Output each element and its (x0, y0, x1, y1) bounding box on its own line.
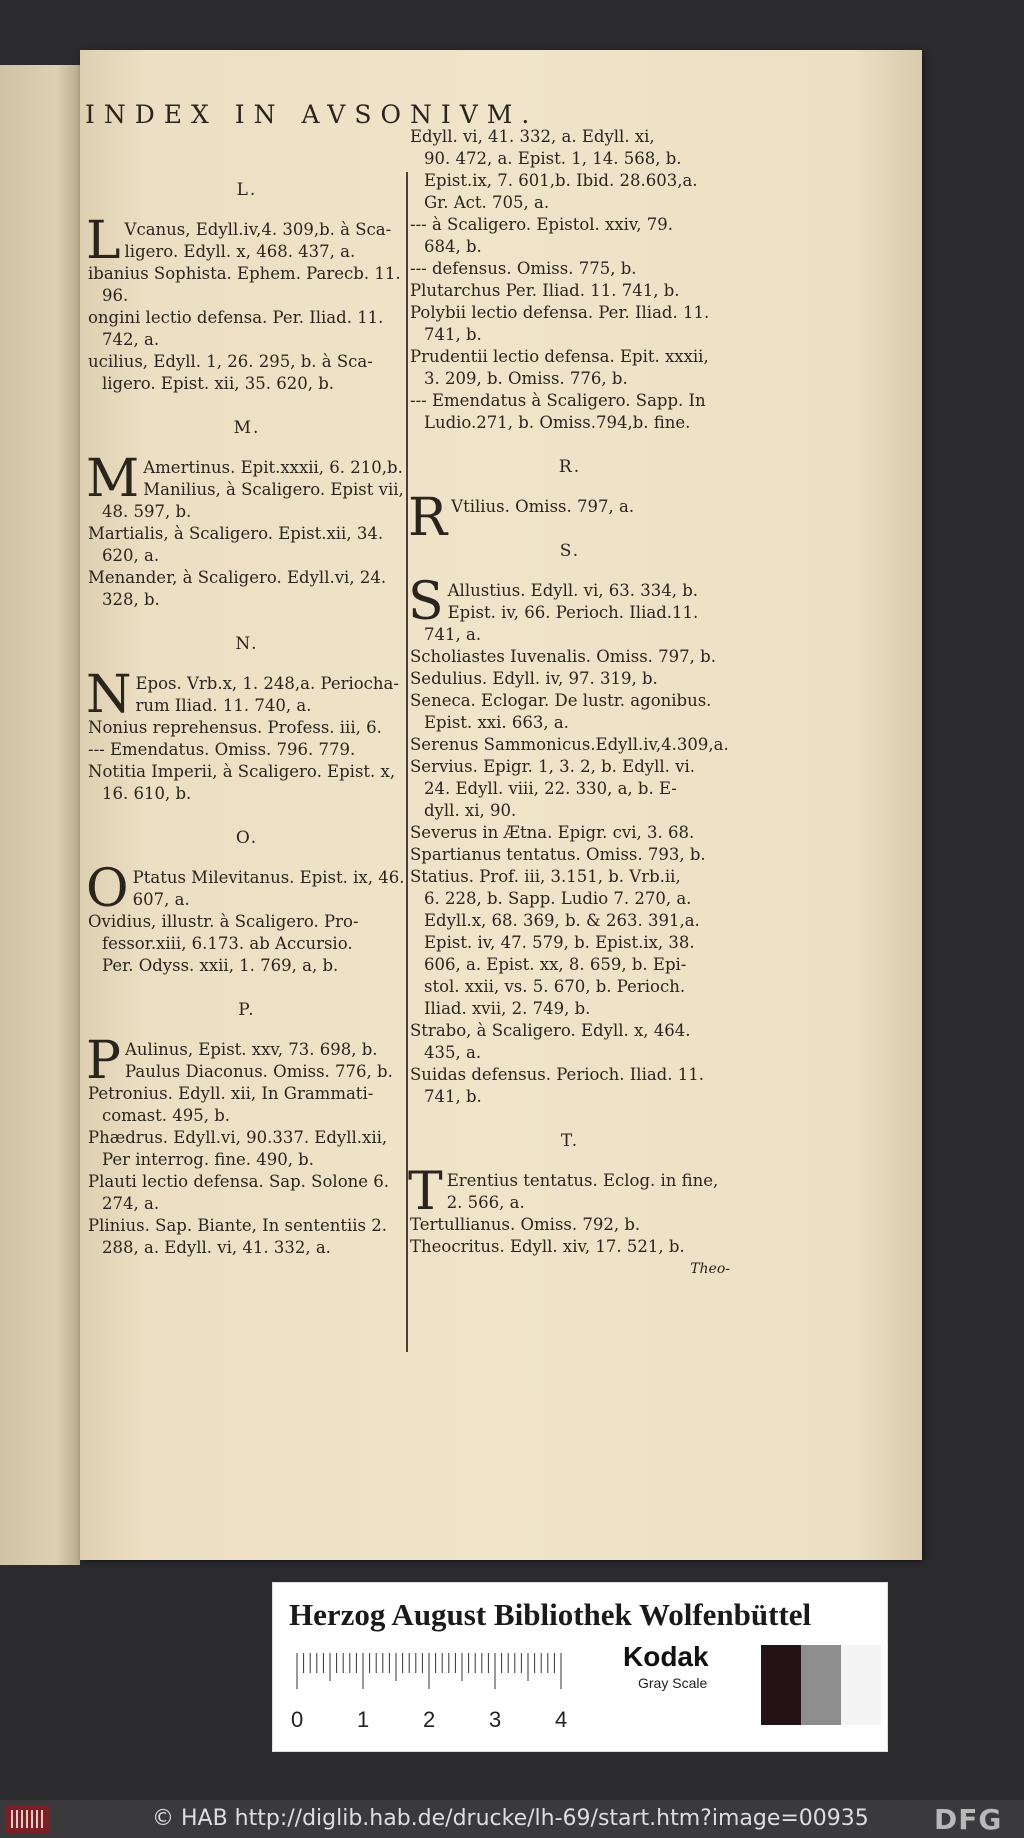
index-entry (410, 346, 730, 390)
entry-line: Suidas defensus. Perioch. Iliad. 11. (410, 1065, 704, 1084)
index-entry (88, 523, 406, 567)
index-entry (410, 734, 730, 756)
index-entry (88, 307, 406, 351)
letter-heading: T. (560, 1131, 580, 1151)
index-entry (410, 390, 730, 434)
entry-line: 328, b. (102, 590, 160, 609)
gray-scale-label: Gray Scale (638, 1675, 708, 1691)
entry-line: 741, b. (424, 325, 482, 344)
entry-line: 741, b. (424, 1087, 482, 1106)
ruler-number: 0 (291, 1707, 304, 1732)
entry-line: Martialis, à Scaligero. Epist.xii, 34. (88, 524, 384, 543)
entry-line: 90. 472, a. Epist. 1, 14. 568, b. (424, 149, 682, 168)
swatch-white (841, 1645, 881, 1725)
index-entry (88, 1083, 406, 1127)
entry-line: --- à Scaligero. Epistol. xxiv, 79. (410, 215, 674, 234)
entry-line: ibanius Sophista. Ephem. Parecb. 11. (88, 264, 401, 283)
entry-line: Theocritus. Edyll. xiv, 17. 521, b. (410, 1237, 685, 1256)
entry-line: fessor.xiii, 6.173. ab Accursio. (102, 934, 353, 953)
entry-line: Sedulius. Edyll. iv, 97. 319, b. (410, 669, 658, 688)
entry-line: Paulus Diaconus. Omiss. 776, b. (125, 1062, 393, 1081)
letter-heading: M. (233, 418, 261, 438)
ruler-number: 2 (423, 1707, 436, 1732)
index-entry (410, 822, 730, 844)
entry-line: Prudentii lectio defensa. Epit. xxxii, (410, 347, 709, 366)
drop-capital: S (408, 572, 444, 632)
index-entry (86, 211, 406, 271)
entry-line: Gr. Act. 705, a. (424, 193, 550, 212)
entry-line: rum Iliad. 11. 740, a. (135, 696, 312, 715)
entry-line: ucilius, Edyll. 1, 26. 295, b. à Sca- (88, 352, 373, 371)
index-entry (408, 1162, 730, 1222)
ruler-number: 4 (555, 1707, 568, 1732)
entry-line: 288, a. Edyll. vi, 41. 332, a. (102, 1238, 331, 1257)
ruler-number: 1 (357, 1707, 370, 1732)
entry-line: Menander, à Scaligero. Edyll.vi, 24. (88, 568, 387, 587)
index-entry (86, 665, 406, 725)
entry-line: 24. Edyll. viii, 22. 330, a, b. E- (424, 779, 677, 798)
entry-line: Plinius. Sap. Biante, In sententiis 2. (88, 1216, 387, 1235)
index-entry (88, 761, 406, 805)
entry-line: Petronius. Edyll. xii, In Grammati- (88, 1084, 374, 1103)
index-entry (410, 866, 730, 1020)
entry-line: Allustius. Edyll. vi, 63. 334, b. (447, 581, 699, 600)
drop-capital: M (86, 449, 140, 509)
entry-line: --- defensus. Omiss. 775, b. (410, 259, 637, 278)
drop-capital: T (408, 1162, 443, 1222)
entry-line: Scholiastes Iuvenalis. Omiss. 797, b. (410, 647, 716, 666)
entry-line: Per. Odyss. xxii, 1. 769, a, b. (102, 956, 339, 975)
index-entry (410, 1020, 730, 1064)
letter-heading: O. (235, 828, 259, 848)
entry-line: Phædrus. Edyll.vi, 90.337. Edyll.xii, (88, 1128, 388, 1147)
entry-line: Tertullianus. Omiss. 792, b. (410, 1215, 641, 1234)
letter-heading: R. (558, 457, 582, 477)
entry-line: Plauti lectio defensa. Sap. Solone 6. (88, 1172, 390, 1191)
entry-line: 742, a. (102, 330, 160, 349)
entry-line: Iliad. xvii, 2. 749, b. (424, 999, 591, 1018)
entry-line: Epos. Vrb.x, 1. 248,a. Periocha- (135, 674, 399, 693)
entry-line: Epist. iv, 66. Perioch. Iliad.11. (447, 603, 699, 622)
index-entry (408, 488, 730, 548)
entry-line: 435, a. (424, 1043, 482, 1062)
entry-line: Severus in Ætna. Epigr. cvi, 3. 68. (410, 823, 695, 842)
entry-line: Plutarchus Per. Iliad. 11. 741, b. (410, 281, 680, 300)
entry-line: Epist. iv, 47. 579, b. Epist.ix, 38. (424, 933, 695, 952)
entry-line: 274, a. (102, 1194, 160, 1213)
entry-line: comast. 495, b. (102, 1106, 231, 1125)
entry-line: 606, a. Epist. xx, 8. 659, b. Epi- (424, 955, 687, 974)
index-entry (88, 911, 406, 977)
letter-heading: N. (235, 634, 259, 654)
index-entry (410, 844, 730, 866)
entry-line: dyll. xi, 90. (424, 801, 517, 820)
entry-line: ongini lectio defensa. Per. Iliad. 11. (88, 308, 384, 327)
entry-line: Servius. Epigr. 1, 3. 2, b. Edyll. vi. (410, 757, 695, 776)
ruler-number: 3 (489, 1707, 502, 1732)
entry-line: Epist. xxi. 663, a. (424, 713, 569, 732)
index-entry (88, 1171, 406, 1215)
entry-line: Per interrog. fine. 490, b. (102, 1150, 314, 1169)
index-entry (410, 668, 730, 690)
index-entry (410, 690, 730, 734)
index-entry (410, 214, 730, 258)
entry-line: Aulinus, Epist. xxv, 73. 698, b. (125, 1040, 378, 1059)
dfg-logo: DFG (934, 1803, 1003, 1836)
drop-capital: P (86, 1031, 121, 1091)
index-entry (410, 280, 730, 302)
index-entry (410, 302, 730, 346)
entry-line: Vtilius. Omiss. 797, a. (451, 497, 635, 516)
entry-line: Erentius tentatus. Eclog. in fine, (446, 1171, 719, 1190)
letter-heading: P. (238, 1000, 256, 1020)
entry-line: 684, b. (424, 237, 482, 256)
index-entry (410, 1236, 730, 1258)
entry-line: 48. 597, b. (102, 502, 192, 521)
entry-line: Vcanus, Edyll.iv,4. 309,b. à Sca- (124, 220, 392, 239)
index-entry (410, 1064, 730, 1108)
index-entry (410, 126, 730, 214)
index-entry (88, 1127, 406, 1171)
kodak-label: Kodak (623, 1641, 709, 1672)
drop-capital: O (86, 859, 129, 919)
page-title: INDEX IN AVSONIVM. (85, 100, 539, 129)
letter-heading: S. (559, 541, 581, 561)
index-entry (410, 756, 730, 822)
entry-line: 6. 228, b. Sapp. Ludio 7. 270, a. (424, 889, 692, 908)
entry-line: Nonius reprehensus. Profess. iii, 6. (88, 718, 382, 737)
letter-heading: L. (236, 180, 258, 200)
adjacent-page-edge (0, 65, 80, 1565)
entry-line: Manilius, à Scaligero. Epist vii, (143, 480, 404, 499)
index-entry (88, 739, 406, 761)
index-entry (410, 646, 730, 668)
index-entry (88, 263, 406, 307)
swatch-gray (801, 1645, 841, 1725)
index-entry (410, 258, 730, 280)
index-column-right (410, 126, 730, 1280)
entry-line: Ptatus Milevitanus. Epist. ix, 46. (132, 868, 405, 887)
index-entry (88, 1215, 406, 1259)
entry-line: Strabo, à Scaligero. Edyll. x, 464. (410, 1021, 691, 1040)
drop-capital: L (86, 211, 121, 271)
index-entry (408, 572, 730, 646)
entry-line: Notitia Imperii, à Scaligero. Epist. x, (88, 762, 396, 781)
index-entry (88, 567, 406, 611)
index-entry (410, 1214, 730, 1236)
drop-capital: R (408, 488, 448, 548)
entry-line: Serenus Sammonicus.Edyll.iv,4.309,a. (410, 735, 729, 754)
index-entry (86, 449, 406, 523)
drop-capital: N (86, 665, 132, 725)
index-column-left (88, 157, 406, 1259)
swatch-black (761, 1645, 801, 1725)
entry-line: Seneca. Eclogar. De lustr. agonibus. (410, 691, 712, 710)
library-name: Herzog August Bibliothek Wolfenbüttel (289, 1597, 812, 1632)
hab-logo-icon (6, 1805, 50, 1833)
entry-line: stol. xxii, vs. 5. 670, b. Perioch. (424, 977, 686, 996)
catchword: Theo- (690, 1261, 730, 1277)
entry-line: 741, a. (424, 625, 482, 644)
entry-line: Polybii lectio defensa. Per. Iliad. 11. (410, 303, 710, 322)
entry-line: Ludio.271, b. Omiss.794,b. fine. (424, 413, 691, 432)
entry-line: ligero. Edyll. x, 468. 437, a. (124, 242, 356, 261)
entry-line: Amertinus. Epit.xxxii, 6. 210,b. (143, 458, 403, 477)
entry-line: 607, a. (132, 890, 190, 909)
scale-ruler (291, 1643, 607, 1741)
entry-line: 96. (102, 286, 129, 305)
entry-line: Edyll.x, 68. 369, b. & 263. 391,a. (424, 911, 700, 930)
entry-line: --- Emendatus. Omiss. 796. 779. (88, 740, 356, 759)
entry-line: Edyll. vi, 41. 332, a. Edyll. xi, (410, 127, 655, 146)
index-entry (86, 1031, 406, 1091)
entry-line: --- Emendatus à Scaligero. Sapp. In (410, 391, 706, 410)
entry-line: 3. 209, b. Omiss. 776, b. (424, 369, 628, 388)
entry-line: Ovidius, illustr. à Scaligero. Pro- (88, 912, 359, 931)
entry-line: Spartianus tentatus. Omiss. 793, b. (410, 845, 706, 864)
entry-line: 2. 566, a. (446, 1193, 525, 1212)
entry-line: Epist.ix, 7. 601,b. Ibid. 28.603,a. (424, 171, 698, 190)
entry-line: ligero. Epist. xii, 35. 620, b. (102, 374, 334, 393)
entry-line: 620, a. (102, 546, 160, 565)
index-entry (86, 859, 406, 919)
index-entry (88, 351, 406, 395)
entry-line: 16. 610, b. (102, 784, 192, 803)
index-entry (88, 717, 406, 739)
copyright-link[interactable]: © HAB http://diglib.hab.de/drucke/lh-69/start.htm?image=00935 (152, 1806, 869, 1831)
library-color-target (272, 1582, 888, 1752)
entry-line: Statius. Prof. iii, 3.151, b. Vrb.ii, (410, 867, 681, 886)
